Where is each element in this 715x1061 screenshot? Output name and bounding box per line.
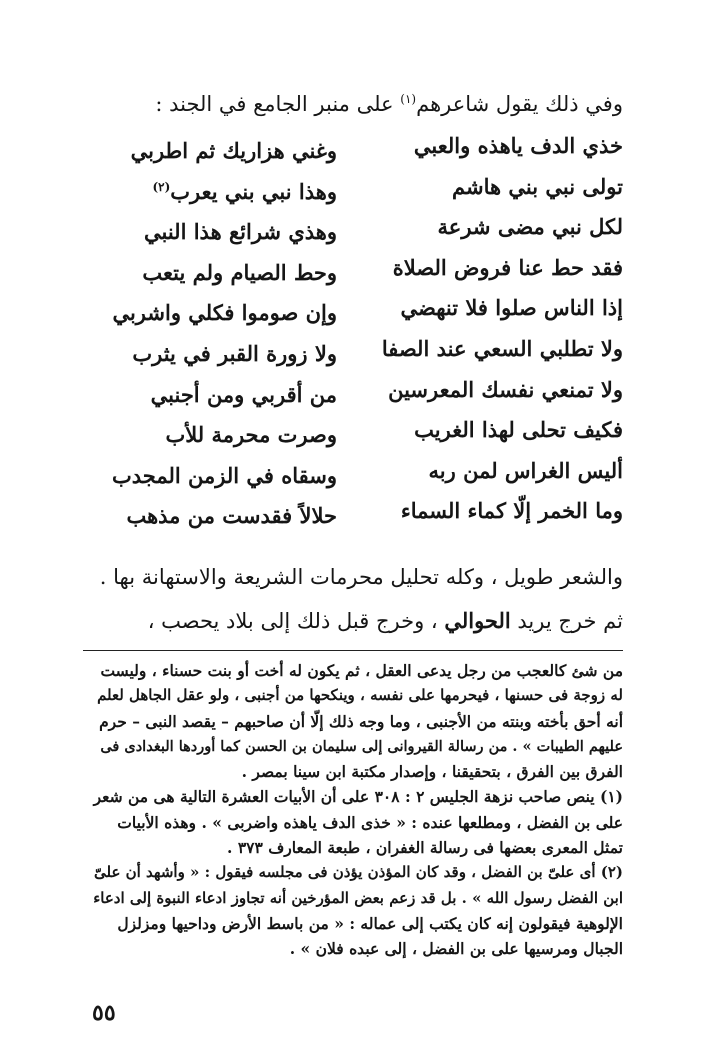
paragraph-text: والشعر طويل ، وكله تحليل محرمات الشريعة والاستهانة بها . bbox=[99, 565, 623, 589]
body-paragraph bbox=[83, 560, 623, 594]
hemistich-text: حلالاً فقدست من مذهب bbox=[126, 503, 337, 529]
second-hemistich bbox=[132, 329, 337, 374]
first-hemistich: فكيف تحلى لهذا الغريب bbox=[414, 417, 623, 443]
first-hemistich: خذي الدف ياهذه والعبي bbox=[413, 133, 623, 158]
place-name: الحوالي bbox=[444, 608, 511, 633]
second-hemistich bbox=[142, 248, 337, 293]
poem-verse bbox=[0, 207, 715, 248]
first-hemistich: ولا تمنعي نفسك المعرسين bbox=[388, 376, 623, 402]
poem-verse bbox=[0, 370, 715, 411]
poem-verse bbox=[0, 126, 715, 167]
footnote-line: على بن الفضل ، ومطلعها عنده : « خذى الدف ياهذه واضربى » . وهذه الأبيات bbox=[117, 812, 623, 832]
page-number: ٥٥ bbox=[92, 1000, 116, 1026]
hemistich-text: وسقاه في الزمن المجدب bbox=[111, 462, 337, 488]
first-hemistich: إذا الناس صلوا فلا تنهضي bbox=[400, 295, 623, 321]
footnote-ref: (١) bbox=[400, 92, 417, 106]
footnote-line: أنه أحق بأخته وبنته من الأجنبى ، وما وجه ذلك إلّا أن صاحبهم – يقصد النبى – حرم bbox=[99, 711, 623, 731]
poem-verse bbox=[0, 451, 715, 492]
hemistich-text: من أقربي ومن أجنبي bbox=[150, 381, 337, 407]
hemistich-text: وهذا نبي بني يعرب bbox=[170, 178, 337, 204]
hemistich-text: وصرت محرمة للأب bbox=[165, 422, 337, 448]
hemistich-text: وهذي شرائع هذا النبي bbox=[144, 219, 337, 245]
paragraph-text: ثم خرج يريد bbox=[510, 609, 623, 633]
body-paragraph bbox=[83, 604, 623, 638]
second-hemistich bbox=[131, 126, 337, 171]
second-hemistich bbox=[112, 288, 337, 333]
intro-text: وفي ذلك يقول شاعرهم bbox=[416, 92, 623, 116]
poem-verse bbox=[0, 329, 715, 370]
footnote-line: ابن الفضل رسول الله » . بل قد زعم بعض المؤرخين أنه تجاوز ادعاء النبوة إلى ادعاء bbox=[93, 888, 623, 907]
first-hemistich: ولا تطلبي السعي عند الصفا bbox=[381, 335, 623, 361]
footnote-line: الجبال ومرسيها على بن الفضل ، إلى عبده فلان » . bbox=[289, 939, 623, 959]
first-hemistich: وما الخمر إلّا كماء السماء bbox=[400, 498, 623, 524]
hemistich-text: وإن صوموا فكلي واشربي bbox=[112, 300, 337, 326]
poem-verse bbox=[0, 248, 715, 289]
first-hemistich: تولى نبي بني هاشم bbox=[452, 173, 623, 199]
hemistich-text: وغني هزاريك ثم اطربي bbox=[130, 138, 337, 163]
footnotes bbox=[83, 658, 623, 962]
first-hemistich: لكل نبي مضى شرعة bbox=[437, 214, 623, 240]
poem bbox=[0, 126, 715, 532]
second-hemistich bbox=[112, 451, 337, 496]
footnote-ref: (٢) bbox=[152, 179, 171, 194]
poem-verse bbox=[0, 288, 715, 329]
footnote-line: (١) ينص صاحب نزهة الجليس ٢ : ٣٠٨ على أن الأبيات العشرة التالية هى من شعر bbox=[93, 787, 623, 807]
footnote-line: تمثل المعرى بعضها فى رسالة الغفران ، طبعة المعارف ٣٧٣ . bbox=[227, 838, 623, 858]
footnote-separator bbox=[83, 650, 623, 651]
intro-text-end: على منبر الجامع في الجند : bbox=[155, 92, 401, 116]
second-hemistich bbox=[165, 410, 337, 455]
footnote-line: (٢) أى علىّ بن الفضل ، وقد كان المؤذن يؤذن فى مجلسه فيقول : « وأشهد أن علىّ bbox=[94, 863, 623, 882]
footnote-line: الفرق بين الفرق ، بتحقيقنا ، وإصدار مكتبة ابن سينا بمصر . bbox=[241, 762, 623, 782]
second-hemistich bbox=[126, 491, 337, 536]
second-hemistich bbox=[152, 167, 337, 212]
poem-verse bbox=[0, 491, 715, 532]
paragraph-text-end: ، وخرج قبل ذلك إلى بلاد يحصب ، bbox=[147, 609, 445, 633]
first-hemistich: أليس الغراس لمن ربه bbox=[428, 457, 623, 483]
hemistich-text: وحط الصيام ولم يتعب bbox=[142, 259, 337, 285]
footnote-line: له زوجة فى حسنها ، فيحرمها على نفسه ، وينكحها من أجنبى ، ولو عقل الجاهل لعلم bbox=[97, 686, 623, 705]
second-hemistich bbox=[151, 370, 337, 415]
first-hemistich: فقد حط عنا فروض الصلاة bbox=[392, 254, 623, 280]
footnote-line: عليهم الطيبات » . من رسالة القيروانى إلى سليمان بن الحسن كما أوردها البغدادى فى bbox=[100, 737, 623, 755]
footnote-line: الإلوهية فيقولون إنه كان يكتب إلى عماله : « من باسط الأرض وداحيها ومزلزل bbox=[117, 913, 623, 933]
second-hemistich bbox=[144, 207, 337, 252]
poem-verse bbox=[0, 410, 715, 451]
hemistich-text: ولا زورة القبر في يثرب bbox=[132, 340, 337, 366]
intro-line bbox=[83, 82, 623, 121]
footnote-line: من شئ كالعجب من رجل يدعى العقل ، ثم يكون له أخت أو بنت حسناء ، وليست bbox=[100, 661, 623, 680]
poem-verse bbox=[0, 167, 715, 208]
